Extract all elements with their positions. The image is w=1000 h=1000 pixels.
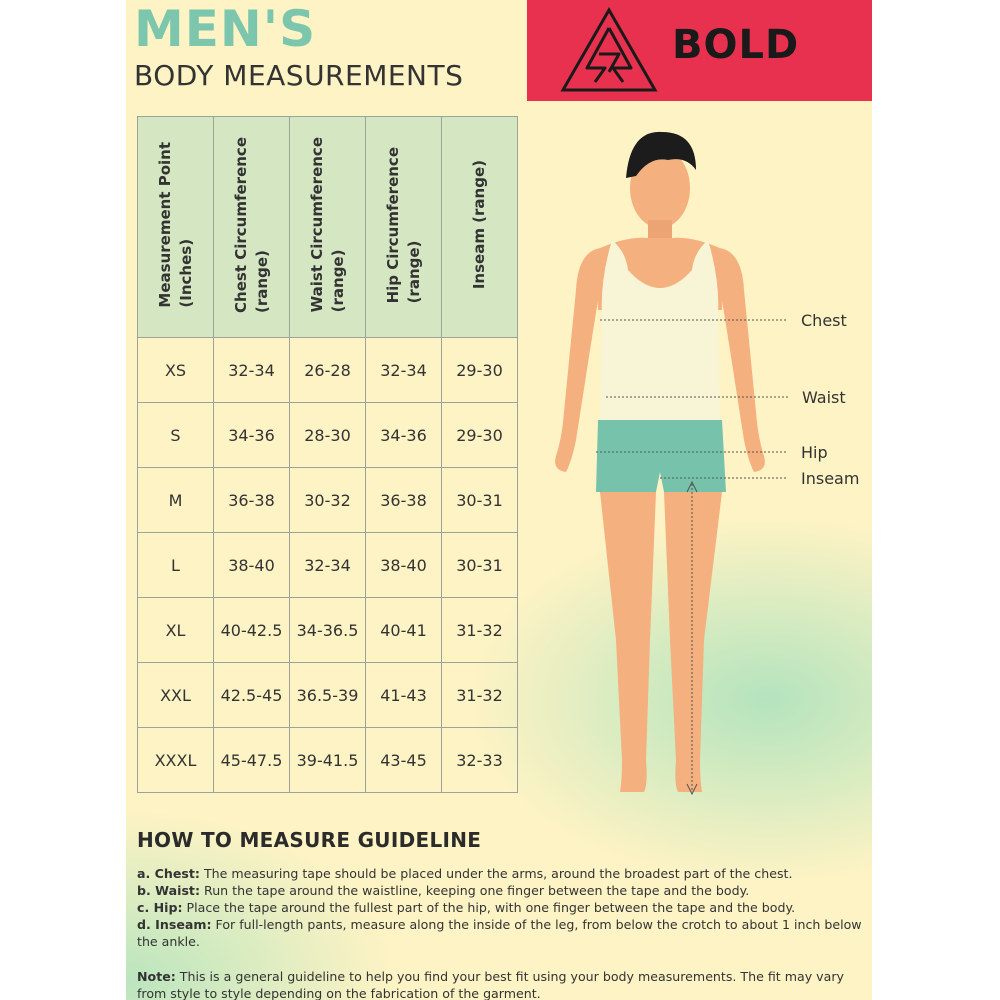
inseam-cell: 30-31 <box>442 533 518 598</box>
hip-cell: 32-34 <box>366 338 442 403</box>
brand-name: BOLD <box>672 22 800 68</box>
table-row <box>138 728 518 793</box>
guide-item-text: Place the tape around the fullest part of the hip, with one finger between the tape and the body. <box>182 900 796 915</box>
right-leg-shape <box>664 492 722 792</box>
hip-cell: 36-38 <box>366 468 442 533</box>
inseam-label: Inseam <box>801 469 860 488</box>
guide-item-key: a. Chest: <box>137 866 200 881</box>
header-label: Waist Circumference (range) <box>307 137 347 313</box>
guide-item-chest <box>137 865 867 882</box>
table-row <box>138 598 518 663</box>
guide-item-key: b. Waist: <box>137 883 200 898</box>
inseam-cell: 32-33 <box>442 728 518 793</box>
waist-cell: 36.5-39 <box>290 663 366 728</box>
inseam-cell: 29-30 <box>442 338 518 403</box>
size-cell: XXL <box>138 663 214 728</box>
inseam-cell: 31-32 <box>442 598 518 663</box>
chest-cell: 42.5-45 <box>214 663 290 728</box>
inseam-cell: 31-32 <box>442 663 518 728</box>
fit-note <box>137 968 867 1000</box>
waist-cell: 34-36.5 <box>290 598 366 663</box>
header-label: Inseam (range) <box>470 160 488 290</box>
waist-cell: 30-32 <box>290 468 366 533</box>
body-figure-illustration <box>536 120 872 810</box>
table-row <box>138 403 518 468</box>
header-cell <box>214 117 290 338</box>
size-cell: S <box>138 403 214 468</box>
hip-label: Hip <box>801 443 828 462</box>
note-key: Note: <box>137 969 176 984</box>
chest-cell: 32-34 <box>214 338 290 403</box>
table-row <box>138 533 518 598</box>
hip-cell: 43-45 <box>366 728 442 793</box>
header-cell <box>366 117 442 338</box>
hip-cell: 41-43 <box>366 663 442 728</box>
size-cell: L <box>138 533 214 598</box>
size-cell: XL <box>138 598 214 663</box>
note-text: This is a general guideline to help you find your best fit using your body measurements. The fit may vary from style to style depending on the fabrication of the garment. <box>137 969 844 1000</box>
guide-item-text: For full-length pants, measure along the inside of the leg, from below the crotch to about 1 inch below the ankle. <box>137 917 862 949</box>
size-cell: XXXL <box>138 728 214 793</box>
size-chart-sheet <box>126 0 872 1000</box>
table-row <box>138 338 518 403</box>
header-label: Measurement Point (Inches) <box>155 142 195 308</box>
hip-cell: 40-41 <box>366 598 442 663</box>
waist-label: Waist <box>802 388 846 407</box>
header-label: Hip Circumference (range) <box>383 146 423 304</box>
left-arm-shape <box>555 248 600 472</box>
brand-banner <box>527 0 872 101</box>
chest-cell: 38-40 <box>214 533 290 598</box>
left-leg-shape <box>600 492 656 792</box>
right-arm-shape <box>720 248 765 472</box>
guide-item-waist <box>137 882 867 899</box>
size-cell: M <box>138 468 214 533</box>
waist-cell: 32-34 <box>290 533 366 598</box>
guide-item-inseam <box>137 916 867 950</box>
guide-title: HOW TO MEASURE GUIDELINE <box>137 828 482 852</box>
chest-cell: 45-47.5 <box>214 728 290 793</box>
waist-cell: 28-30 <box>290 403 366 468</box>
guide-item-text: Run the tape around the waistline, keeping one finger between the tape and the body. <box>200 883 750 898</box>
page-subtitle: BODY MEASUREMENTS <box>134 59 464 92</box>
table-row <box>138 663 518 728</box>
size-cell: XS <box>138 338 214 403</box>
chest-label: Chest <box>801 311 847 330</box>
guide-list <box>137 865 867 950</box>
chest-cell: 36-38 <box>214 468 290 533</box>
guide-item-key: d. Inseam: <box>137 917 212 932</box>
hip-cell: 34-36 <box>366 403 442 468</box>
inseam-cell: 29-30 <box>442 403 518 468</box>
header-cell <box>290 117 366 338</box>
header-cell <box>138 117 214 338</box>
shorts-shape <box>596 420 726 492</box>
table-header-row <box>138 117 518 338</box>
guide-item-key: c. Hip: <box>137 900 183 915</box>
measurement-table <box>137 116 518 793</box>
chest-cell: 40-42.5 <box>214 598 290 663</box>
guide-item-text: The measuring tape should be placed under the arms, around the broadest part of the chest. <box>199 866 793 881</box>
waist-cell: 39-41.5 <box>290 728 366 793</box>
header-label: Chest Circumference (range) <box>231 137 271 313</box>
chest-cell: 34-36 <box>214 403 290 468</box>
inseam-cell: 30-31 <box>442 468 518 533</box>
page-title: MEN'S <box>134 0 317 58</box>
brand-logo-icon <box>559 6 659 94</box>
guide-item-hip <box>137 899 867 916</box>
waist-cell: 26-28 <box>290 338 366 403</box>
hip-cell: 38-40 <box>366 533 442 598</box>
table-row <box>138 468 518 533</box>
header-cell <box>442 117 518 338</box>
